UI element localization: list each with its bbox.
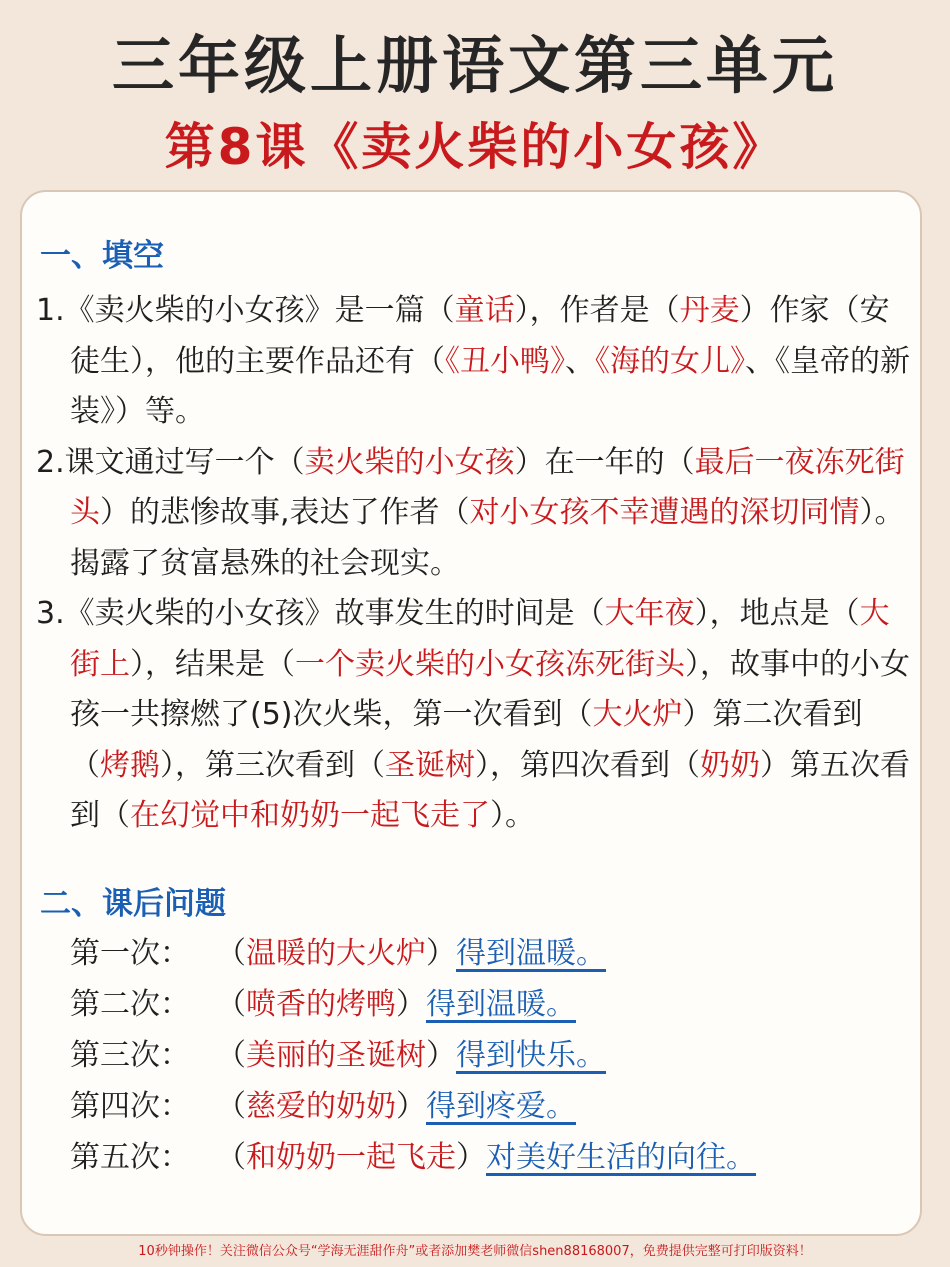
answer-text: 慈爱的奶奶 <box>246 1089 396 1124</box>
answer-text: 美丽的圣诞树 <box>246 1038 426 1073</box>
question-2 <box>36 438 916 590</box>
answer-text: 大火炉 <box>592 697 683 732</box>
question-text: ），地点是（ <box>694 596 860 631</box>
row-label: 第二次： <box>70 987 190 1022</box>
result-text: 得到疼爱。 <box>426 1089 576 1124</box>
answer-text: 和奶奶一起飞走 <box>246 1140 456 1175</box>
result-text: 得到快乐。 <box>456 1038 606 1073</box>
row-label: 第一次： <box>70 936 190 971</box>
question-text: ）。揭露了贫富悬殊的社会现实。 <box>70 495 905 581</box>
answer-list <box>70 928 910 1183</box>
bracket-close: ） <box>456 1140 486 1175</box>
list-item <box>70 979 910 1030</box>
bracket-open: （ <box>216 1089 246 1124</box>
question-text: 2.课文通过写一个（ <box>36 444 305 480</box>
footer-notice: 10秒钟操作！关注微信公众号“学海无涯甜作舟”或者添加樊老师微信shen88168007，免费提供完整可打印版资料！ <box>138 1244 812 1259</box>
content-card <box>20 190 922 1236</box>
answer-text: 《海的女儿》 <box>595 343 745 379</box>
bracket-open: （ <box>216 1140 246 1175</box>
bracket-close: ） <box>396 987 426 1022</box>
answer-text: 在幻觉中和奶奶一起飞走了 <box>130 798 490 833</box>
question-text: 3.《卖火柴的小女孩》故事发生的时间是（ <box>36 596 605 631</box>
answer-text: 最后一夜冻死街头 <box>70 444 905 530</box>
question-text: ），故事中的小女孩一共擦燃了(5)次火柴，第一次看到（ <box>70 646 910 732</box>
question-text: ），结果是（ <box>130 646 295 682</box>
answer-text: 《丑小鸭》 <box>445 343 565 379</box>
question-text: ），作者是（ <box>514 293 680 328</box>
list-item <box>70 1081 910 1132</box>
bracket-close: ） <box>396 1089 426 1124</box>
answer-text: 烤鹅 <box>100 747 160 783</box>
question-text: ）的悲惨故事,表达了作者（ <box>100 495 470 530</box>
bracket-close: ） <box>426 936 456 971</box>
bracket-open: （ <box>216 1038 246 1073</box>
page-title: 三年级上册语文第三单元 <box>111 29 838 102</box>
answer-text: 卖火柴的小女孩 <box>304 444 515 480</box>
answer-text: 奶奶 <box>700 747 760 783</box>
result-text: 对美好生活的向往。 <box>486 1140 756 1175</box>
question-text: 、 <box>565 343 595 379</box>
answer-text: 大年夜 <box>604 596 695 631</box>
answer-text: 温暖的大火炉 <box>246 936 426 971</box>
question-list <box>36 286 916 842</box>
row-label: 第四次： <box>70 1089 190 1124</box>
question-text: ）。 <box>490 798 535 833</box>
question-text: ）第二次看到（ <box>70 697 863 783</box>
row-label: 第五次： <box>70 1140 190 1175</box>
result-text: 得到温暖。 <box>426 987 576 1022</box>
bracket-open: （ <box>216 987 246 1022</box>
question-text: ）作家（安徒生），他的主要作品还有（ <box>70 293 890 379</box>
answer-text: 童话 <box>454 293 515 328</box>
question-1 <box>36 286 916 438</box>
section-heading-fill-blank: 一、填空 <box>40 238 164 274</box>
question-3 <box>36 589 916 842</box>
page-subtitle: 第8课《卖火柴的小女孩》 <box>164 118 786 176</box>
section-heading-after-class: 二、课后问题 <box>40 886 226 922</box>
bracket-close: ） <box>426 1038 456 1073</box>
result-text: 得到温暖。 <box>456 936 606 971</box>
question-text: ），第四次看到（ <box>475 747 700 783</box>
question-text: 、《皇帝的新装》）等。 <box>70 343 910 429</box>
question-text: ）在一年的（ <box>514 444 695 480</box>
question-text: ），第三次看到（ <box>160 747 385 783</box>
answer-text: 圣诞树 <box>385 747 475 783</box>
row-label: 第三次： <box>70 1038 190 1073</box>
answer-text: 对小女孩不幸遭遇的深切同情 <box>469 495 860 530</box>
question-text: 1.《卖火柴的小女孩》是一篇（ <box>36 293 455 328</box>
list-item <box>70 928 910 979</box>
list-item <box>70 1030 910 1081</box>
answer-text: 一个卖火柴的小女孩冻死街头 <box>295 646 685 682</box>
answer-text: 丹麦 <box>679 293 740 328</box>
bracket-open: （ <box>216 936 246 971</box>
question-text: ）第五次看到（ <box>70 747 910 833</box>
list-item <box>70 1132 910 1183</box>
answer-text: 喷香的烤鸭 <box>246 987 396 1022</box>
answer-text: 大街上 <box>70 596 890 682</box>
